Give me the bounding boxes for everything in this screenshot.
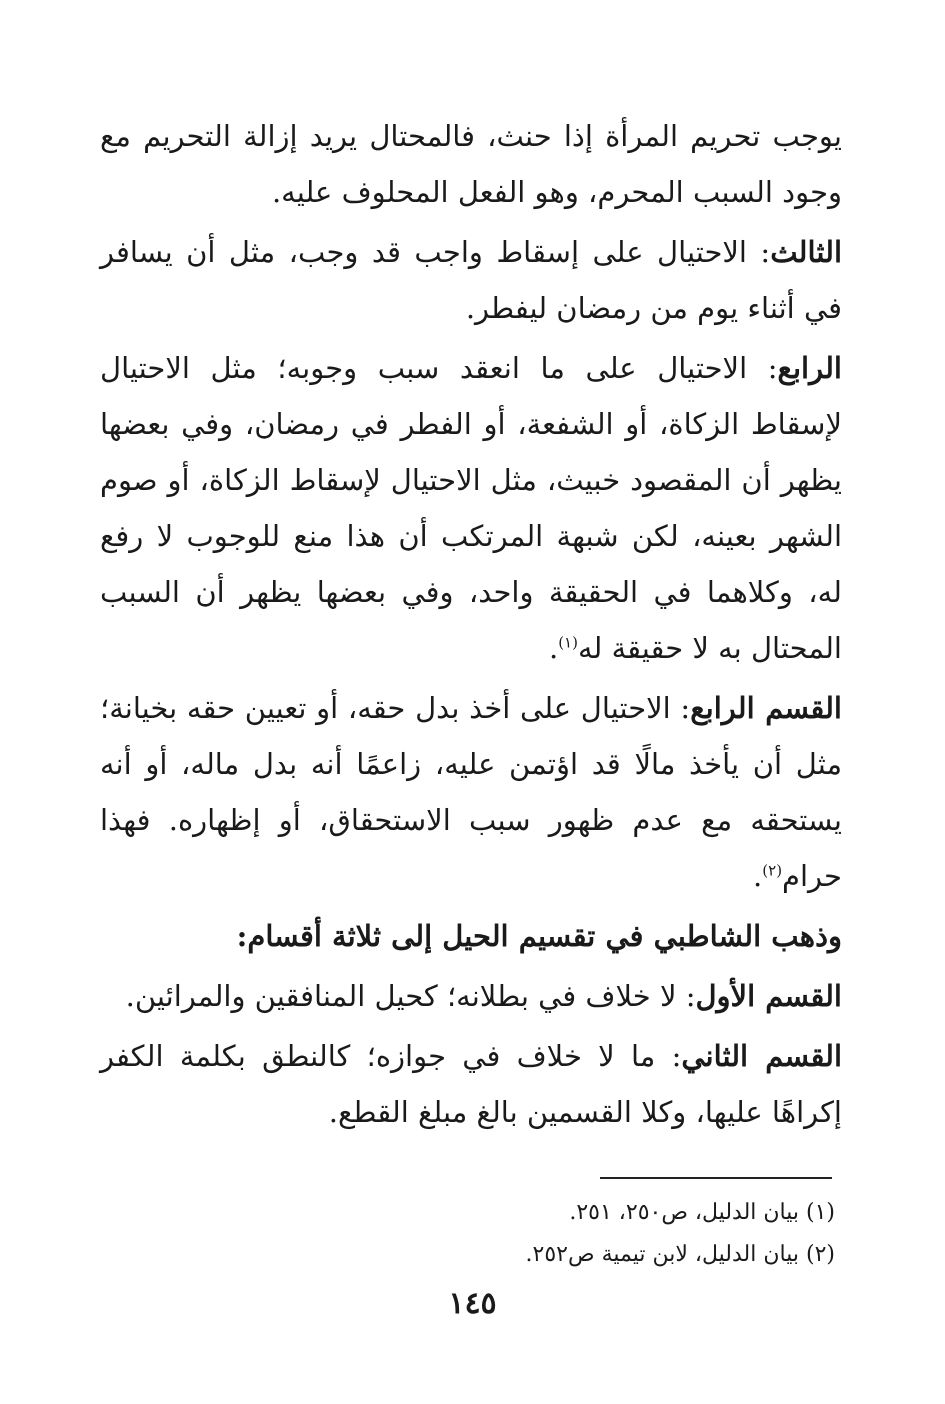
paragraph-4-text: : الاحتيال على أخذ بدل حقه، أو تعيين حقه بخيانة؛ مثل أن يأخذ مالًا قد اؤتمن عليه، زاعمًا أنه بدل ماله، أو أنه يستحقه مع عدم ظهور سبب الاستحقاق، أو إظهاره. فهذا حرام bbox=[100, 691, 842, 893]
paragraph-5-text: : لا خلاف في بطلانه؛ كحيل المنافقين والمرائين. bbox=[125, 979, 696, 1013]
paragraph-6 bbox=[100, 1028, 842, 1140]
footnote-divider bbox=[600, 1177, 832, 1179]
paragraph-4 bbox=[100, 680, 842, 904]
paragraph-3-end: . bbox=[548, 631, 559, 665]
paragraph-3 bbox=[100, 340, 842, 676]
main-text bbox=[100, 108, 842, 1144]
paragraph-4-label: القسم الرابع bbox=[690, 691, 842, 725]
paragraph-1-text: يوجب تحريم المرأة إذا حنث، فالمحتال يريد إزالة التحريم مع وجود السبب المحرم، وهو الفعل المحلوف عليه. bbox=[100, 119, 842, 209]
section-heading: وذهب الشاطبي في تقسيم الحيل إلى ثلاثة أقسام: bbox=[236, 919, 842, 953]
paragraph-2-text: : الاحتيال على إسقاط واجب قد وجب، مثل أن يسافر في أثناء يوم من رمضان ليفطر. bbox=[100, 235, 842, 325]
footnote-1: (١) بيان الدليل، ص٢٥٠، ٢٥١. bbox=[569, 1200, 835, 1225]
footnotes bbox=[100, 1192, 835, 1276]
paragraph-5-label: القسم الأول bbox=[695, 979, 842, 1013]
paragraph-1 bbox=[100, 108, 842, 220]
footnote-ref-2: (٢) bbox=[762, 861, 783, 880]
paragraph-3-text: : الاحتيال على ما انعقد سبب وجوبه؛ مثل الاحتيال لإسقاط الزكاة، أو الشفعة، أو الفطر في رمضان، وفي بعضها يظهر أن المقصود خبيث، مثل الاحتيال لإسقاط الزكاة، أو صوم الشهر بعينه، لكن شبهة المرتكب أن هذا منع للوجوب لا رفع له، وكلاهما في الحقيقة واحد، وفي بعضها يظهر أن السبب المحتال به لا حقيقة له bbox=[100, 351, 842, 665]
paragraph-6-text: : ما لا خلاف في جوازه؛ كالنطق بكلمة الكفر إكراهًا عليها، وكلا القسمين بالغ مبلغ القطع. bbox=[100, 1039, 842, 1129]
paragraph-5 bbox=[100, 968, 842, 1024]
page-number: ١٤٥ bbox=[448, 1286, 497, 1321]
paragraph-4-end: . bbox=[753, 859, 763, 893]
footnote-2: (٢) بيان الدليل، لابن تيمية ص٢٥٢. bbox=[525, 1242, 835, 1267]
paragraph-3-label: الرابع bbox=[777, 351, 842, 385]
paragraph-6-label: القسم الثاني bbox=[681, 1039, 843, 1073]
footnote-ref-1: (١) bbox=[558, 633, 578, 652]
paragraph-2 bbox=[100, 224, 842, 336]
paragraph-2-label: الثالث bbox=[770, 235, 842, 269]
